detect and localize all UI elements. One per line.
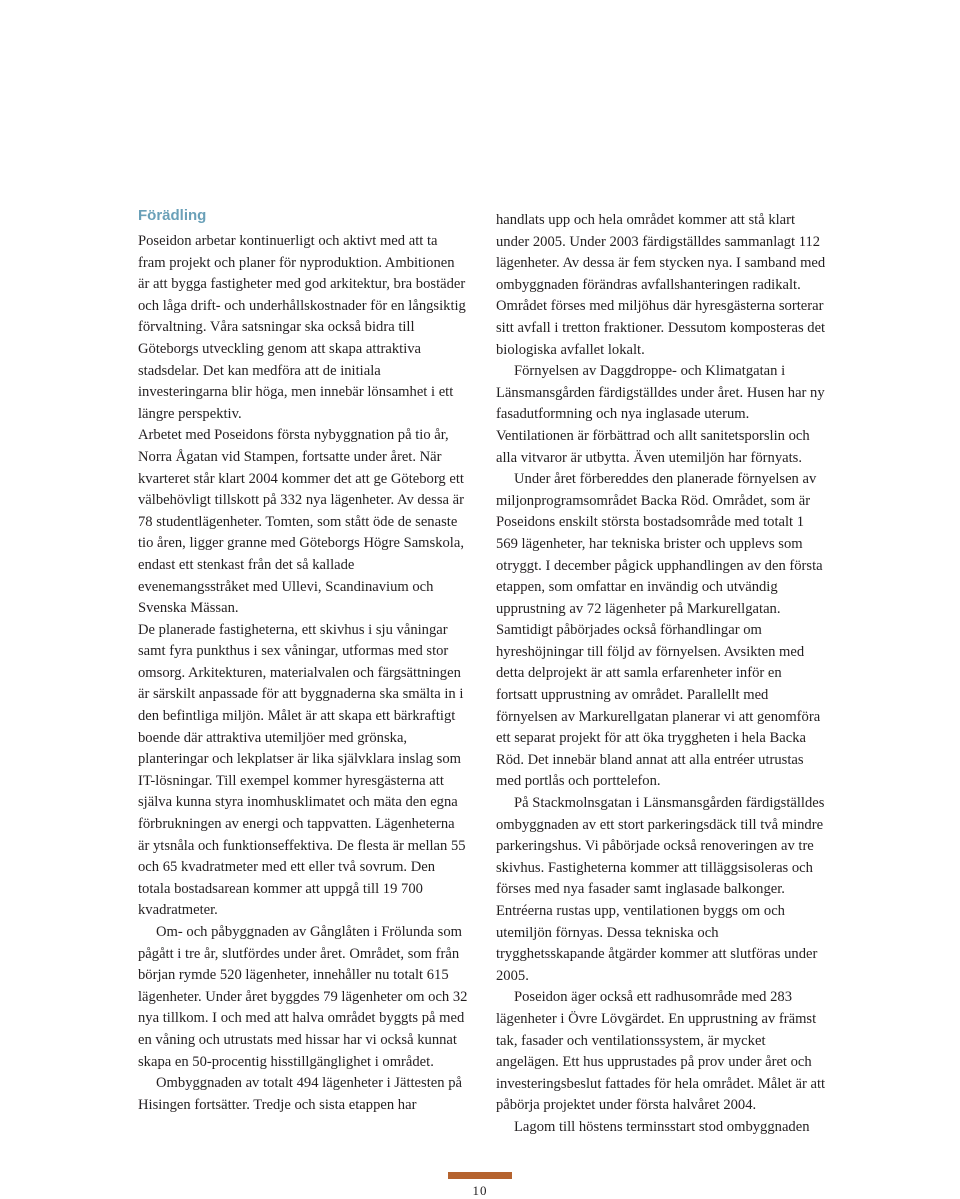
paragraph: Under året förbereddes den planerade förnyelsen av miljonprogramsområdet Backa Röd. Området, som är Poseidons enskilt största bostadsområde med totalt 1 569 lägenheter, har tekniska brister och upplevs som otryggt. I december pågick upphandlingen av den första etappen, som omfattar en invändig och utvändig upprustning av 72 lägenheter på Markurellgatan. Samtidigt påbörjades också förhandlingar om hyreshöjningar till följd av förnyelsen. Avsikten med detta delprojekt är att samla erfarenheter inför en fortsatt upprustning av området. Parallellt med förnyelsen av Markurellgatan planerar vi att genomföra ett separat projekt för att öka tryggheten i hela Backa Röd. Det innebär bland annat att alla entréer utrustas med portlås och porttelefon. xyxy=(496,471,823,790)
footer-rule xyxy=(448,1172,512,1179)
right-column xyxy=(496,210,826,1139)
paragraph: Förnyelsen av Daggdroppe- och Klimatgatan i Länsmansgården färdigställdes under året. Husen har ny fasadutformning och nya inglasade uterum. Ventilationen är förbättrad och allt sanitetsporslin och alla vitvaror är utbytta. Även utemiljön har förnyats. xyxy=(496,363,825,466)
paragraph: Ombyggnaden av totalt 494 lägenheter i Jättesten på Hisingen fortsätter. Tredje och sista etappen har xyxy=(138,1075,462,1113)
paragraph: Poseidon arbetar kontinuerligt och aktivt med att ta fram projekt och planer för nyproduktion. Ambitionen är att bygga fastigheter med god arkitektur, bra bostäder och låga drift- och underhållskostnader för en långsiktig förvaltning. Våra satsningar ska också bidra till Göteborgs utveckling genom att skapa attraktiva stadsdelar. Det kan medföra att de initiala investeringarna blir höga, men innebär lönsamhet i ett längre perspektiv. xyxy=(138,233,466,422)
section-heading: Förädling xyxy=(138,207,207,224)
paragraph: På Stackmolnsgatan i Länsmansgården färdigställdes ombyggnaden av ett stort parkeringsdäck till två mindre parkeringshus. Vi påbörjade också renoveringen av tre skivhus. Fastigheterna kommer att tilläggsisoleras och förses med nya fasader samt inglasade balkonger. Entréerna rustas upp, ventilationen byggs om och utemiljön förnyas. Dessa tekniska och trygghetsskapande åtgärder kommer att slutföras under 2005. xyxy=(496,795,825,984)
paragraph: Lagom till höstens terminsstart stod ombyggnaden xyxy=(514,1118,810,1135)
left-column xyxy=(138,207,468,1116)
paragraph: Om- och påbyggnaden av Gånglåten i Frölunda som pågått i tre år, slutfördes under året. Området, som från början rymde 520 lägenheter, innehåller nu totalt 615 lägenheter. Under året byggdes 79 lägenheter om och 32 nya tillkom. I och med att halva området byggts på med en våning och utrustats med hissar har vi också kunnat skapa en 50-procentig hisstillgänglighet i området. xyxy=(138,924,468,1070)
paragraph: handlats upp och hela området kommer att stå klart under 2005. Under 2003 färdigställdes sammanlagt 112 lägenheter. Av dessa är fem stycken nya. I samband med ombyggnaden förändras avfallshanteringen radikalt. Området förses med miljöhus där hyresgästerna sorterar sitt avfall i tretton fraktioner. Dessutom komposteras det biologiska avfallet lokalt. xyxy=(496,212,826,358)
paragraph: De planerade fastigheterna, ett skivhus i sju våningar samt fyra punkthus i sex våningar, utformas med stor omsorg. Arkitekturen, materialvalen och färgsättningen är särskilt anpassade för att byggnaderna ska smälta in i den befintliga miljön. Målet är att skapa ett bärkraftigt boende där attraktiva utemiljöer med grönska, planteringar och lekplatser är lika självklara inslag som IT-lösningar. Till exempel kommer hyresgästerna att själva kunna styra inomhusklimatet och mäta den egna förbrukningen av energi och tappvatten. Lägenheterna är ytsnåla och funktionseffektiva. De flesta är mellan 55 och 65 kvadratmeter med ett eller två sovrum. Den totala bostadsarean kommer att uppgå till 19 700 kvadratmeter. xyxy=(138,621,466,919)
paragraph: Poseidon äger också ett radhusområde med 283 lägenheter i Övre Lövgärdet. En upprustning av främst tak, fasader och ventilationssystem, är mycket angelägen. Ett hus upprustades på prov under året och investeringsbeslut fattades för hela området. Målet är att påbörja projektet under första halvåret 2004. xyxy=(496,989,826,1114)
page-number: 10 xyxy=(472,1183,488,1198)
paragraph: Arbetet med Poseidons första nybyggnation på tio år, Norra Ågatan vid Stampen, fortsatte under året. När kvarteret står klart 2004 kommer det att ge Göteborg ett välbehövligt tillskott på 332 nya lägenheter. Av dessa är 78 studentlägenheter. Tomten, som stått öde de senaste tio åren, ligger granne med Göteborgs Högre Samskola, endast ett stenkast från det så kallade evenemangsstråket med Ullevi, Scandinavium och Svenska Mässan. xyxy=(138,427,464,617)
